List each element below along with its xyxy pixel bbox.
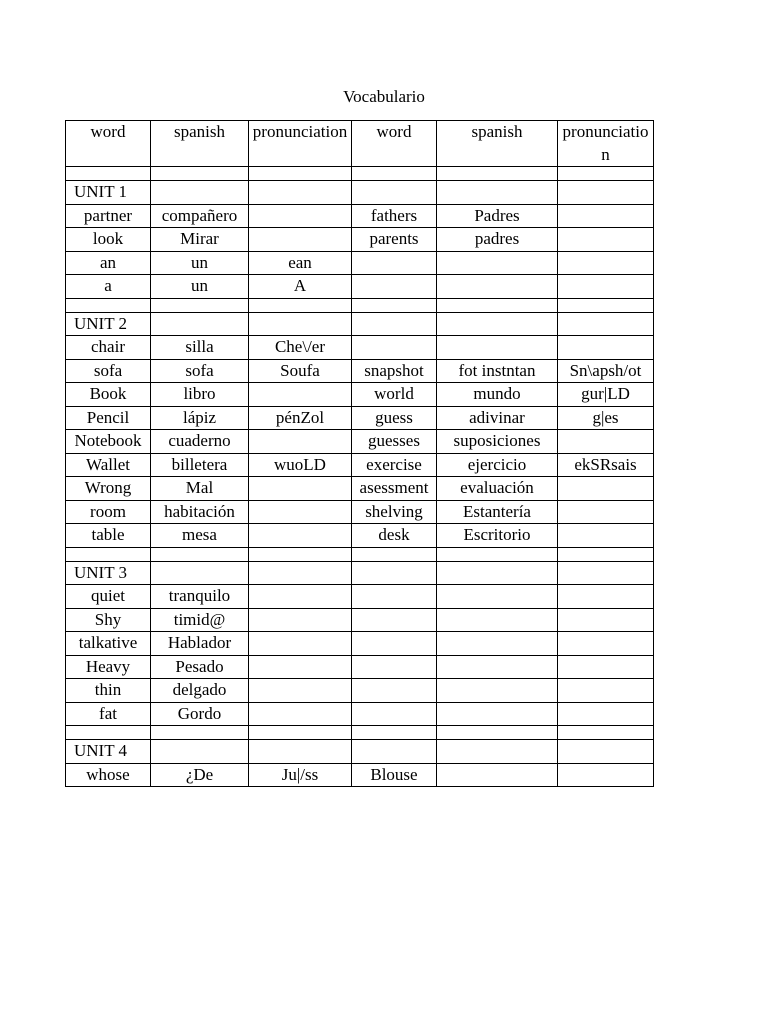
table-row [66, 702, 654, 726]
table-cell: mundo [437, 383, 558, 407]
table-cell: gur|LD [558, 383, 654, 407]
table-cell [352, 655, 437, 679]
table-cell [249, 679, 352, 703]
table-cell: ean [249, 251, 352, 275]
table-cell [437, 181, 558, 205]
table-cell: Shy [66, 608, 151, 632]
table-cell: billetera [151, 453, 249, 477]
table-cell [249, 167, 352, 181]
table-cell [249, 228, 352, 252]
table-cell: ekSRsais [558, 453, 654, 477]
table-cell [249, 726, 352, 740]
table-cell [558, 655, 654, 679]
table-cell [558, 561, 654, 585]
table-cell: Wrong [66, 477, 151, 501]
table-cell [151, 561, 249, 585]
table-cell: timid@ [151, 608, 249, 632]
table-cell: a [66, 275, 151, 299]
table-cell [151, 181, 249, 205]
header-cell: spanish [151, 121, 249, 167]
table-cell [249, 500, 352, 524]
table-cell: ¿De [151, 763, 249, 787]
table-cell: guesses [352, 430, 437, 454]
table-cell [437, 763, 558, 787]
table-cell: shelving [352, 500, 437, 524]
table-cell [249, 181, 352, 205]
table-cell [558, 740, 654, 764]
unit-row [66, 740, 654, 764]
table-row [66, 359, 654, 383]
table-cell [151, 312, 249, 336]
table-cell [352, 547, 437, 561]
table-cell [558, 763, 654, 787]
table-cell: libro [151, 383, 249, 407]
table-cell [558, 181, 654, 205]
table-row [66, 228, 654, 252]
table-cell: silla [151, 336, 249, 360]
table-cell: Wallet [66, 453, 151, 477]
table-cell: quiet [66, 585, 151, 609]
table-cell [249, 632, 352, 656]
table-cell: guess [352, 406, 437, 430]
unit-label: UNIT 2 [66, 312, 151, 336]
unit-label: UNIT 1 [66, 181, 151, 205]
table-cell [437, 740, 558, 764]
table-row [66, 430, 654, 454]
table-row [66, 453, 654, 477]
table-cell: world [352, 383, 437, 407]
table-row [66, 275, 654, 299]
table-cell [249, 312, 352, 336]
table-cell [558, 679, 654, 703]
table-cell [352, 167, 437, 181]
vocabulary-table [65, 120, 654, 787]
table-cell [352, 336, 437, 360]
table-cell: Pencil [66, 406, 151, 430]
table-cell: desk [352, 524, 437, 548]
table-cell: table [66, 524, 151, 548]
table-cell [558, 167, 654, 181]
table-cell: Sn\apsh/ot [558, 359, 654, 383]
unit-label: UNIT 4 [66, 740, 151, 764]
table-row [66, 336, 654, 360]
table-cell [437, 726, 558, 740]
unit-row [66, 561, 654, 585]
table-cell [437, 275, 558, 299]
table-cell [249, 524, 352, 548]
spacer-row [66, 726, 654, 740]
table-cell [437, 702, 558, 726]
table-cell [437, 547, 558, 561]
table-cell: chair [66, 336, 151, 360]
table-cell: lápiz [151, 406, 249, 430]
table-cell [437, 312, 558, 336]
table-cell: parents [352, 228, 437, 252]
table-cell: Blouse [352, 763, 437, 787]
table-cell [151, 547, 249, 561]
table-cell: padres [437, 228, 558, 252]
table-cell [249, 740, 352, 764]
table-cell: Estantería [437, 500, 558, 524]
table-cell [249, 430, 352, 454]
table-cell [249, 547, 352, 561]
table-cell: look [66, 228, 151, 252]
table-cell [352, 585, 437, 609]
table-cell [558, 228, 654, 252]
table-cell [66, 298, 151, 312]
table-cell [437, 251, 558, 275]
table-cell [352, 740, 437, 764]
table-cell [558, 204, 654, 228]
table-cell: thin [66, 679, 151, 703]
table-cell [437, 585, 558, 609]
table-cell [249, 608, 352, 632]
table-cell [249, 477, 352, 501]
table-cell: A [249, 275, 352, 299]
table-cell: Ju|/ss [249, 763, 352, 787]
table-cell [352, 608, 437, 632]
table-cell [437, 632, 558, 656]
table-cell [558, 547, 654, 561]
table-row [66, 251, 654, 275]
table-cell [249, 383, 352, 407]
table-cell: Soufa [249, 359, 352, 383]
table-row [66, 763, 654, 787]
table-cell: Gordo [151, 702, 249, 726]
table-cell: asessment [352, 477, 437, 501]
table-cell [558, 312, 654, 336]
table-row [66, 524, 654, 548]
table-row [66, 655, 654, 679]
table-cell: Pesado [151, 655, 249, 679]
table-cell: suposiciones [437, 430, 558, 454]
table-cell [249, 561, 352, 585]
table-cell [558, 585, 654, 609]
table-cell: sofa [66, 359, 151, 383]
table-row [66, 204, 654, 228]
table-cell [352, 632, 437, 656]
table-cell: evaluación [437, 477, 558, 501]
table-cell [558, 430, 654, 454]
table-cell [249, 702, 352, 726]
table-cell: exercise [352, 453, 437, 477]
unit-row [66, 312, 654, 336]
table-cell: mesa [151, 524, 249, 548]
table-row [66, 585, 654, 609]
table-cell [249, 204, 352, 228]
table-cell: wuoLD [249, 453, 352, 477]
table-cell [352, 561, 437, 585]
spacer-row [66, 298, 654, 312]
table-cell: un [151, 251, 249, 275]
table-cell: an [66, 251, 151, 275]
table-cell [558, 477, 654, 501]
table-cell [437, 167, 558, 181]
table-cell [151, 740, 249, 764]
unit-row [66, 181, 654, 205]
table-cell: sofa [151, 359, 249, 383]
table-cell [352, 181, 437, 205]
table-cell: habitación [151, 500, 249, 524]
table-cell: delgado [151, 679, 249, 703]
table-row [66, 477, 654, 501]
table-cell: Mirar [151, 228, 249, 252]
table-cell: fathers [352, 204, 437, 228]
table-cell [558, 702, 654, 726]
table-cell: Mal [151, 477, 249, 501]
table-cell: tranquilo [151, 585, 249, 609]
table-cell [151, 726, 249, 740]
header-cell: spanish [437, 121, 558, 167]
table-cell: g|es [558, 406, 654, 430]
table-cell: talkative [66, 632, 151, 656]
table-cell [437, 679, 558, 703]
table-cell: fot instntan [437, 359, 558, 383]
table-cell: pénZol [249, 406, 352, 430]
table-cell [558, 500, 654, 524]
header-row [66, 121, 654, 167]
table-cell [558, 298, 654, 312]
table-cell [352, 312, 437, 336]
table-cell: compañero [151, 204, 249, 228]
table-cell [66, 167, 151, 181]
table-cell [352, 251, 437, 275]
table-cell: Hablador [151, 632, 249, 656]
table-cell [151, 298, 249, 312]
table-cell: partner [66, 204, 151, 228]
table-row [66, 383, 654, 407]
table-cell: un [151, 275, 249, 299]
table-cell [249, 585, 352, 609]
table-cell [151, 167, 249, 181]
table-cell [437, 608, 558, 632]
table-cell [558, 275, 654, 299]
table-cell [352, 275, 437, 299]
table-row [66, 679, 654, 703]
table-cell [437, 336, 558, 360]
table-cell [558, 632, 654, 656]
table-cell [352, 702, 437, 726]
table-row [66, 632, 654, 656]
table-cell [558, 726, 654, 740]
header-cell: pronunciation [249, 121, 352, 167]
table-cell: Heavy [66, 655, 151, 679]
unit-label: UNIT 3 [66, 561, 151, 585]
table-cell [558, 608, 654, 632]
table-cell: Escritorio [437, 524, 558, 548]
page-title: Vocabulario [343, 87, 425, 106]
table-cell [437, 655, 558, 679]
spacer-row [66, 167, 654, 181]
table-cell [352, 726, 437, 740]
table-cell: Padres [437, 204, 558, 228]
table-row [66, 406, 654, 430]
table-cell: snapshot [352, 359, 437, 383]
table-cell: Che\/er [249, 336, 352, 360]
table-cell [558, 336, 654, 360]
table-cell [437, 561, 558, 585]
vocabulary-body [66, 167, 654, 787]
table-cell: room [66, 500, 151, 524]
table-cell: cuaderno [151, 430, 249, 454]
table-cell: fat [66, 702, 151, 726]
table-row [66, 500, 654, 524]
table-cell: ejercicio [437, 453, 558, 477]
table-cell: Book [66, 383, 151, 407]
header-cell: word [66, 121, 151, 167]
table-row [66, 608, 654, 632]
table-cell [558, 251, 654, 275]
table-cell: adivinar [437, 406, 558, 430]
table-cell: whose [66, 763, 151, 787]
table-cell [352, 298, 437, 312]
table-cell [352, 679, 437, 703]
header-cell: word [352, 121, 437, 167]
table-cell [437, 298, 558, 312]
table-cell [66, 726, 151, 740]
table-cell [558, 524, 654, 548]
table-cell [66, 547, 151, 561]
table-cell [249, 298, 352, 312]
spacer-row [66, 547, 654, 561]
table-cell: Notebook [66, 430, 151, 454]
header-cell: pronunciation [558, 121, 654, 167]
table-cell [249, 655, 352, 679]
